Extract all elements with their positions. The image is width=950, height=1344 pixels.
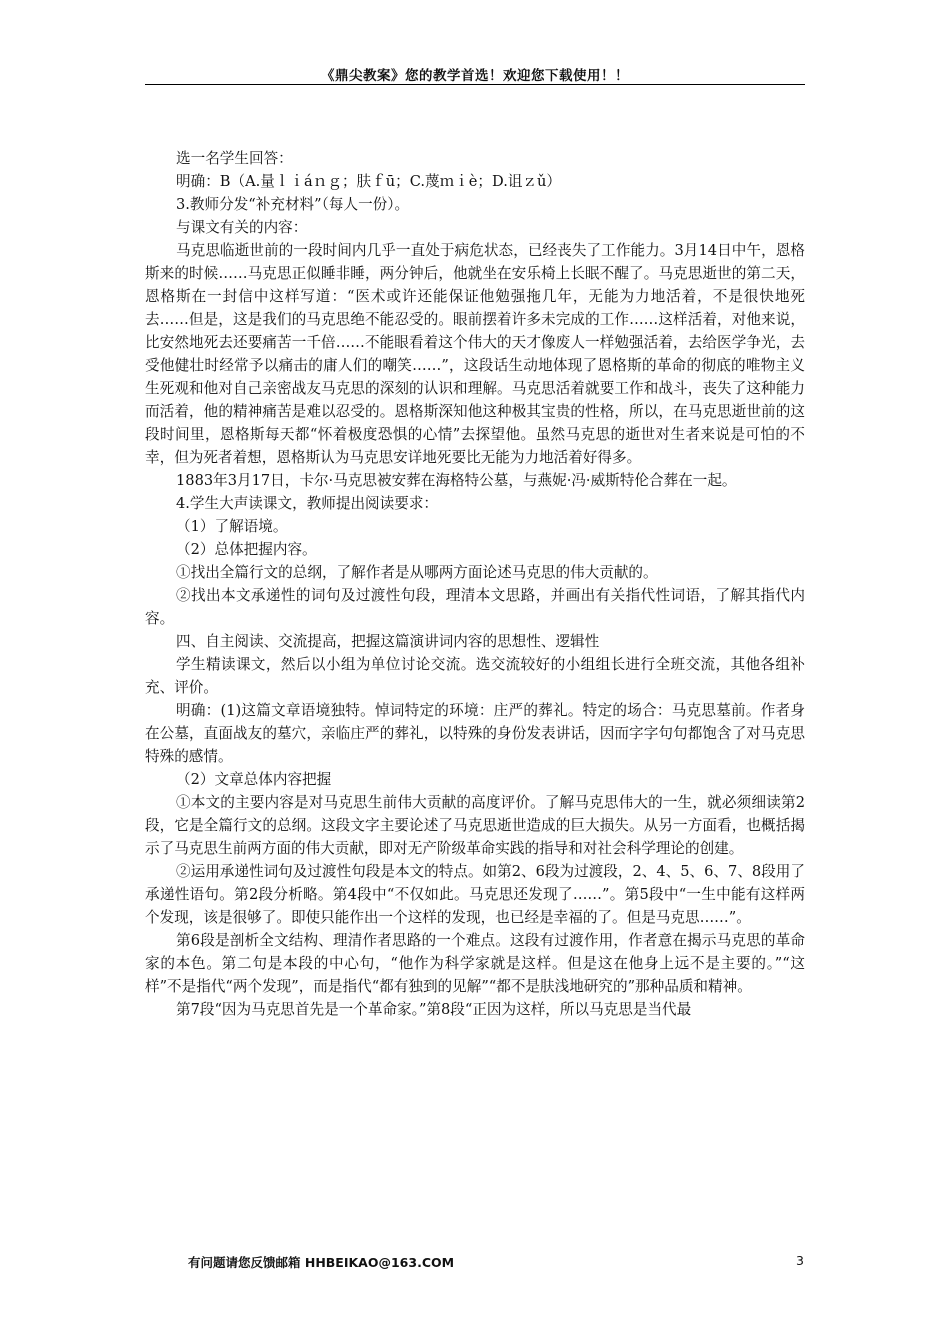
paragraph: 3.教师分发“补充材料”（每人一份）。 bbox=[176, 196, 410, 213]
paragraph: ①本文的主要内容是对马克思生前伟大贡献的高度评价。了解马克思伟大的一生，就必须细读第2段，它是全篇行文的总纲。这段文字主要论述了马克思逝世造成的巨大损失。从另一方面看，也概括揭示了马克思生前两方面的伟大贡献，即对无产阶级革命实践的指导和对社会科学理论的创建。 bbox=[145, 794, 805, 857]
paragraph: 明确：B（A.量ｌｉáｎｇ；肤ｆū；C.蔑ｍｉè；D.诅ｚǔ） bbox=[176, 173, 562, 190]
paragraph: （2）总体把握内容。 bbox=[176, 541, 317, 558]
paragraph: 学生精读课文，然后以小组为单位讨论交流。选交流较好的小组组长进行全班交流，其他各组补充、评价。 bbox=[145, 656, 805, 696]
paragraph: （1）了解语境。 bbox=[176, 518, 288, 535]
paragraph: 第6段是剖析全文结构、理清作者思路的一个难点。这段有过渡作用，作者意在揭示马克思的革命家的本色。第二句是本段的中心句，“他作为科学家就是这样。但是这在他身上远不是主要的。”“这样”不是指代“两个发现”，而是指代“都有独到的见解”“都不是肤浅地研究的”那种品质和精神。 bbox=[145, 932, 805, 995]
paragraph: ①找出全篇行文的总纲，了解作者是从哪两方面论述马克思的伟大贡献的。 bbox=[176, 564, 658, 581]
document-body bbox=[145, 147, 805, 1021]
paragraph: ②找出本文承递性的词句及过渡性句段，理清本文思路，并画出有关指代性词语，了解其指代内容。 bbox=[145, 587, 805, 627]
paragraph: 1883年3月17日，卡尔·马克思被安葬在海格特公墓，与燕妮·冯·威斯特伦合葬在一起。 bbox=[176, 472, 737, 489]
paragraph: 与课文有关的内容： bbox=[176, 219, 308, 236]
paragraph: 马克思临逝世前的一段时间内几乎一直处于病危状态，已经丧失了工作能力。3月14日中午，恩格斯来的时候……马克思正似睡非睡，两分钟后，他就坐在安乐椅上长眠不醒了。马克思逝世的第二天，恩格斯在一封信中这样写道：“医术或许还能保证他勉强拖几年，无能为力地活着，不是很快地死去……但是，这是我们的马克思绝不能忍受的。眼前摆着许多未完成的工作……这样活着，对他来说，比安然地死去还要痛苦一千倍……不能眼看着这个伟大的天才像废人一样勉强活着，去给医学争光，去受他健壮时经常予以痛击的庸人们的嘲笑……”，这段话生动地体现了恩格斯的革命的彻底的唯物主义生死观和他对自己亲密战友马克思的深刻的认识和理解。马克思活着就要工作和战斗，丧失了这种能力而活着，他的精神痛苦是难以忍受的。恩格斯深知他这种极其宝贵的性格，所以，在马克思逝世前的这段时间里，恩格斯每天都“怀着极度恐惧的心情”去探望他。虽然马克思的逝世对生者来说是可怕的不幸，但为死者着想，恩格斯认为马克思安详地死要比无能为力地活着好得多。 bbox=[145, 242, 805, 466]
paragraph: 4.学生大声读课文，教师提出阅读要求： bbox=[176, 495, 439, 512]
paragraph: ②运用承递性词句及过渡性句段是本文的特点。如第2、6段为过渡段，2、4、5、6、7、8段用了承递性语句。第2段分析略。第4段中“不仅如此。马克思还发现了……”。第5段中“一生中能有这样两个发现，该是很够了。即使只能作出一个这样的发现，也已经是幸福的了。但是马克思……”。 bbox=[145, 863, 805, 926]
footer-email-text: 有问题请您反馈邮箱 HHBEIKAO@163.COM bbox=[188, 1255, 455, 1270]
paragraph: 选一名学生回答： bbox=[176, 150, 293, 167]
page-header: 《鼎尖教案》您的教学首选！欢迎您下载使用！！ bbox=[321, 68, 629, 84]
section-heading: 四、自主阅读、交流提高，把握这篇演讲词内容的思想性、逻辑性 bbox=[176, 633, 600, 650]
header-rule bbox=[145, 84, 805, 85]
page-footer bbox=[188, 1253, 804, 1271]
paragraph: 第7段“因为马克思首先是一个革命家。”第8段“正因为这样，所以马克思是当代最 bbox=[176, 1001, 692, 1018]
paragraph: （2）文章总体内容把握 bbox=[176, 771, 332, 788]
page-number: 3 bbox=[796, 1253, 804, 1268]
paragraph: 明确：(1)这篇文章语境独特。悼词特定的环境：庄严的葬礼。特定的场合：马克思墓前。作者身在公墓，直面战友的墓穴，亲临庄严的葬礼，以特殊的身份发表讲话，因而字字句句都饱含了对马克思特殊的感情。 bbox=[145, 702, 805, 765]
